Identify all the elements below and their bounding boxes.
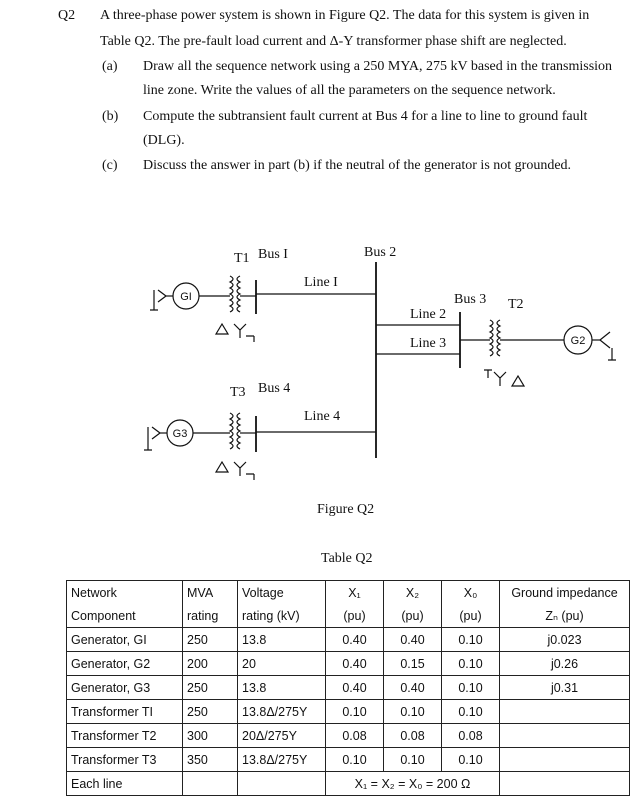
part-b-line1: Compute the subtransient fault current at Bus 4 for a line to line to ground fault [143,109,588,124]
table-cell: 13.8Δ/275Y [238,748,326,772]
part-c-line1: Discuss the answer in part (b) if the neutral of the generator is not grounded. [143,158,572,173]
table-cell: 0.40 [384,628,442,652]
header-cell: Ground impedance [500,581,630,605]
part-a-line2: line zone. Write the values of all the parameters on the sequence network. [143,83,556,98]
header-cell: Voltage [238,581,326,605]
table-cell: 20Δ/275Y [238,724,326,748]
table-row [67,724,630,748]
table-cell: 0.10 [442,676,500,700]
label-line2: Line 2 [410,307,447,322]
transformer-t2-primary [490,320,493,356]
header-cell: X₀ [442,581,500,605]
label-line1: Line I [304,275,338,290]
table-cell: j0.023 [500,628,630,652]
label-bus4: Bus 4 [258,381,291,396]
label-line4: Line 4 [304,409,341,424]
g2-wye-symbol [600,332,610,348]
data-table [66,580,630,796]
t3-wye-symbol [234,462,246,476]
table-cell: 250 [183,700,238,724]
table-cell: 0.08 [442,724,500,748]
table-cell: j0.31 [500,676,630,700]
part-b-line2: (DLG). [143,133,185,148]
question-intro-line1: A three-phase power system is shown in Figure Q2. The data for this system is given in [100,8,590,23]
table-cell: 0.10 [384,700,442,724]
table-row [67,652,630,676]
table-row [67,700,630,724]
table-cell: 0.08 [326,724,384,748]
label-bus2: Bus 2 [364,245,397,260]
table-cell [500,724,630,748]
table-cell: 0.10 [326,748,384,772]
label-line3: Line 3 [410,336,447,351]
header-cell: Component [67,604,183,628]
label-bus1: Bus I [258,247,288,262]
g3-wye-symbol [152,427,160,439]
t1-delta-symbol [216,324,228,334]
table-cell: Generator, GI [67,628,183,652]
table-cell [500,748,630,772]
table-cell: 250 [183,676,238,700]
table-cell: 250 [183,628,238,652]
header-cell: Network [67,581,183,605]
table-cell: Generator, G2 [67,652,183,676]
question-intro-line2: Table Q2. The pre-fault load current and Δ-Y transformer phase shift are neglected. [100,34,567,49]
header-cell: (pu) [384,604,442,628]
table-cell: 0.10 [326,700,384,724]
table-cell: 0.10 [442,628,500,652]
transformer-t1-primary [230,276,233,312]
t2-wye-symbol [494,372,506,386]
table-cell: 0.40 [326,676,384,700]
header-cell: (pu) [326,604,384,628]
table-row [67,628,630,652]
table-cell: 0.10 [442,748,500,772]
table-cell: 0.40 [384,676,442,700]
table-row [67,676,630,700]
label-t1: T1 [234,251,250,266]
table-cell: Each line [67,772,183,796]
table-cell [183,772,238,796]
table-cell: Generator, G3 [67,676,183,700]
label-t3: T3 [230,385,246,400]
table-cell: 350 [183,748,238,772]
header-cell: X₁ [326,581,384,605]
header-cell: rating (kV) [238,604,326,628]
question-number: Q2 [58,8,76,23]
table-cell: 13.8 [238,676,326,700]
label-bus3: Bus 3 [454,292,487,307]
transformer-t3-primary [230,413,233,449]
table-cell: 0.15 [384,652,442,676]
t2-delta-symbol [512,376,524,386]
table-header-row-1 [67,581,630,605]
table-cell: 0.10 [384,748,442,772]
table-cell: 0.40 [326,628,384,652]
table-cell: 0.40 [326,652,384,676]
label-g3: G3 [172,428,188,440]
transformer-t1-secondary [237,276,240,312]
one-line-diagram [0,230,638,490]
figure-caption: Figure Q2 [317,502,375,517]
header-cell: Zₙ (pu) [500,604,630,628]
table-cell [238,772,326,796]
table-row-lines [67,772,630,796]
table-cell: Transformer TI [67,700,183,724]
table-cell: 200 [183,652,238,676]
part-a-label: (a) [102,59,118,74]
table-cell: 13.8 [238,628,326,652]
label-g1: GI [180,291,192,303]
transformer-t2-secondary [497,320,500,356]
table-cell: 0.10 [442,700,500,724]
table-header-row-2 [67,604,630,628]
table-cell [500,700,630,724]
table-cell: Transformer T3 [67,748,183,772]
table-cell: 0.08 [384,724,442,748]
g1-wye-symbol [158,290,166,302]
header-cell: (pu) [442,604,500,628]
part-a-line1: Draw all the sequence network using a 250 MYA, 275 kV based in the transmission [143,59,613,74]
header-cell: rating [183,604,238,628]
line-reactance-cell: X₁ = X₂ = X₀ = 200 Ω [326,772,500,796]
label-t2: T2 [508,297,524,312]
label-g2: G2 [570,335,586,347]
table-cell [500,772,630,796]
table-cell: 0.10 [442,652,500,676]
t1-wye-symbol [234,324,246,338]
table-cell: 20 [238,652,326,676]
transformer-t3-secondary [237,413,240,449]
table-cell: 13.8Δ/275Y [238,700,326,724]
table-row [67,748,630,772]
header-cell: MVA [183,581,238,605]
part-b-label: (b) [102,109,119,124]
table-cell: j0.26 [500,652,630,676]
header-cell: X₂ [384,581,442,605]
part-c-label: (c) [102,158,118,173]
table-cell: Transformer T2 [67,724,183,748]
t3-delta-symbol [216,462,228,472]
table-caption: Table Q2 [321,551,373,566]
table-cell: 300 [183,724,238,748]
